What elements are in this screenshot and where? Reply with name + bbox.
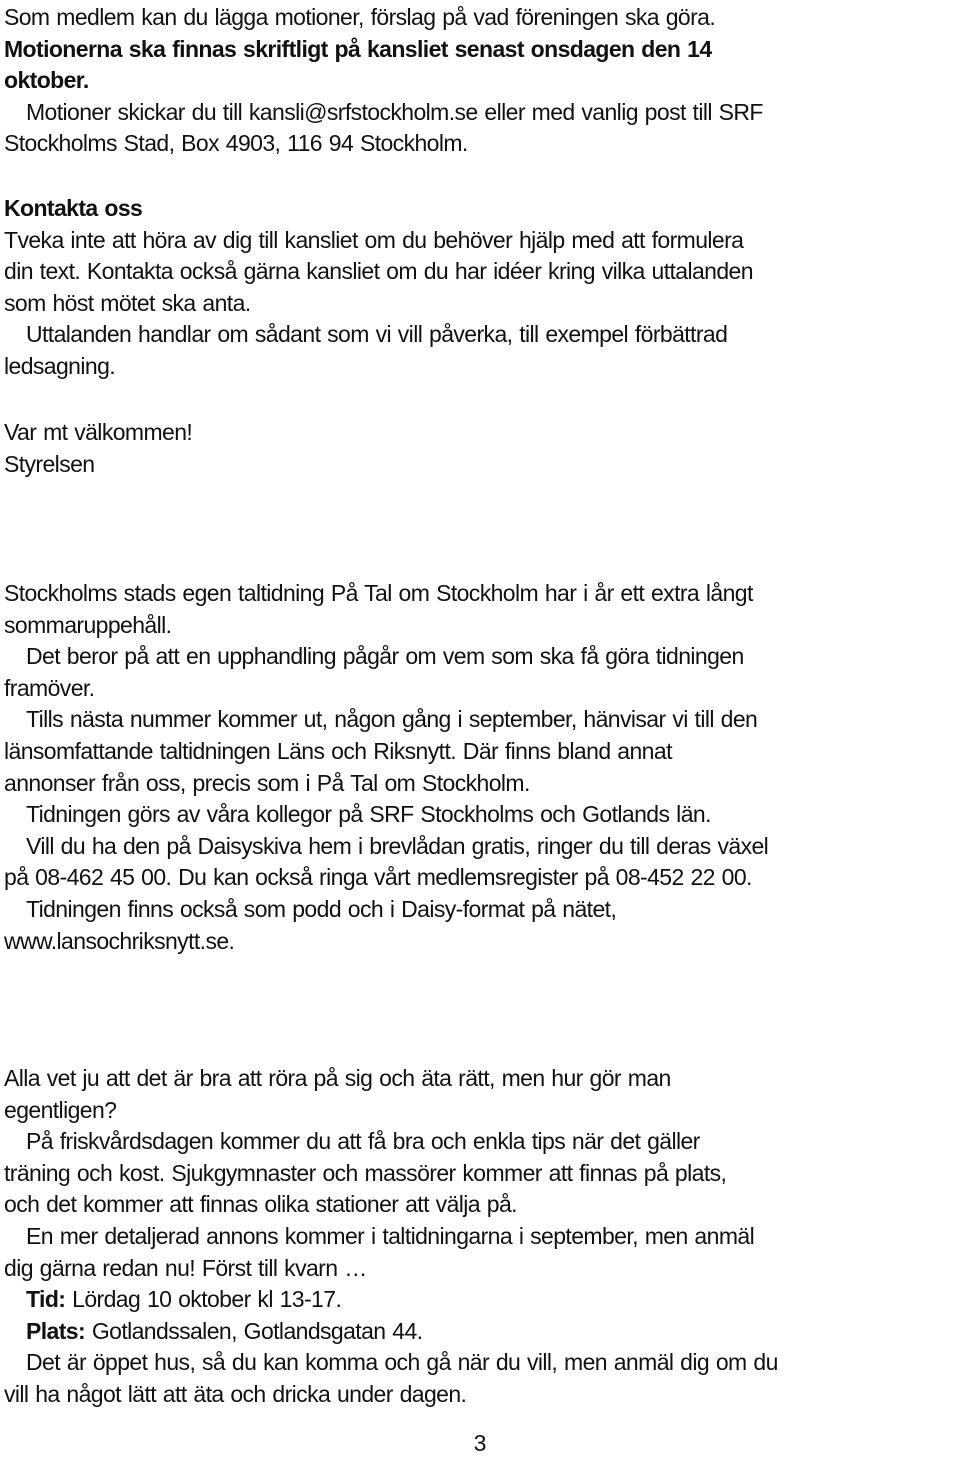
motions-section [4, 2, 956, 160]
text-line: Det beror på att en upphandling pågår om vem som ska få göra tidningen [26, 643, 744, 670]
text-line: dig gärna redan nu! Först till kvarn … [4, 1254, 367, 1281]
text-line: På friskvårdsdagen kommer du att få bra och enkla tips när det gäller [26, 1128, 700, 1155]
text-line: Det är öppet hus, så du kan komma och gå när du vill, men anmäl dig om du [26, 1349, 778, 1376]
text-line: Stockholms stads egen taltidning På Tal om Stockholm har i år ett extra långt [4, 580, 753, 606]
text-line: Vill du ha den på Daisyskiva hem i brevlådan gratis, ringer du till deras växel [26, 832, 769, 859]
time-value: Lördag 10 oktober kl 13-17. [65, 1286, 342, 1313]
time-label: Tid: [26, 1286, 66, 1313]
text-line: www.lansochriksnytt.se. [4, 927, 235, 954]
text-line: oktober. [4, 67, 89, 94]
text-line: på 08-462 45 00. Du kan också ringa vårt medlemsregister på 08-452 22 00. [4, 864, 752, 891]
text-line: sommaruppehåll. [4, 611, 172, 638]
taltidning-section [4, 578, 956, 957]
event-time [4, 1284, 956, 1316]
text-line: din text. Kontakta också gärna kansliet om du har idéer kring vilka uttalanden [4, 258, 753, 285]
text-line: Tidningen finns också som podd och i Daisy-format på nätet, [26, 895, 617, 922]
text-line: och det kommer att finnas olika stationer att välja på. [4, 1191, 517, 1218]
text-line: Uttalanden handlar om sådant som vi vill påverka, till exempel förbättrad [26, 321, 728, 348]
text-line: Tidningen görs av våra kollegor på SRF Stockholms och Gotlands län. [26, 801, 711, 828]
page-number: 3 [473, 1430, 487, 1456]
text-line: Tveka inte att höra av dig till kansliet om du behöver hjälp med att formulera [4, 226, 744, 253]
place-value: Gotlandssalen, Gotlandsgatan 44. [85, 1317, 423, 1344]
place-label: Plats: [26, 1317, 86, 1344]
text-line: annonser från oss, precis som i På Tal om Stockholm. [4, 769, 530, 796]
text-line: Motioner skickar du till kansli@srfstockholm.se eller med vanlig post till SRF [26, 98, 763, 125]
signature: Styrelsen [4, 450, 95, 477]
text-line: Motionerna ska finnas skriftligt på kansliet senast onsdagen den 14 [4, 35, 712, 62]
text-line: Som medlem kan du lägga motioner, förslag på vad föreningen ska göra. [4, 4, 716, 30]
text-line: framöver. [4, 674, 95, 701]
welcome-text: Var mt välkommen! [4, 419, 193, 445]
event-place [4, 1316, 956, 1348]
text-line: träning och kost. Sjukgymnaster och massörer kommer att finnas på plats, [4, 1159, 727, 1186]
text-line: vill ha något lätt att äta och dricka under dagen. [4, 1380, 467, 1407]
text-line: Stockholms Stad, Box 4903, 116 94 Stockholm. [4, 130, 468, 157]
text-line: som höst mötet ska anta. [4, 289, 251, 316]
text-line: egentligen? [4, 1096, 117, 1123]
welcome-block [4, 417, 956, 480]
text-line: Tills nästa nummer kommer ut, någon gång i september, hänvisar vi till den [26, 706, 758, 733]
contact-section [4, 193, 956, 383]
text-line: Alla vet ju att det är bra att röra på sig och äta rätt, men hur gör man [4, 1065, 671, 1091]
text-line: ledsagning. [4, 352, 116, 379]
friskvard-section [4, 1063, 956, 1411]
text-line: länsomfattande taltidningen Läns och Riksnytt. Där finns bland annat [4, 737, 672, 764]
section-heading: Kontakta oss [4, 195, 143, 221]
text-line: En mer detaljerad annons kommer i taltidningarna i september, men anmäl [26, 1222, 755, 1249]
